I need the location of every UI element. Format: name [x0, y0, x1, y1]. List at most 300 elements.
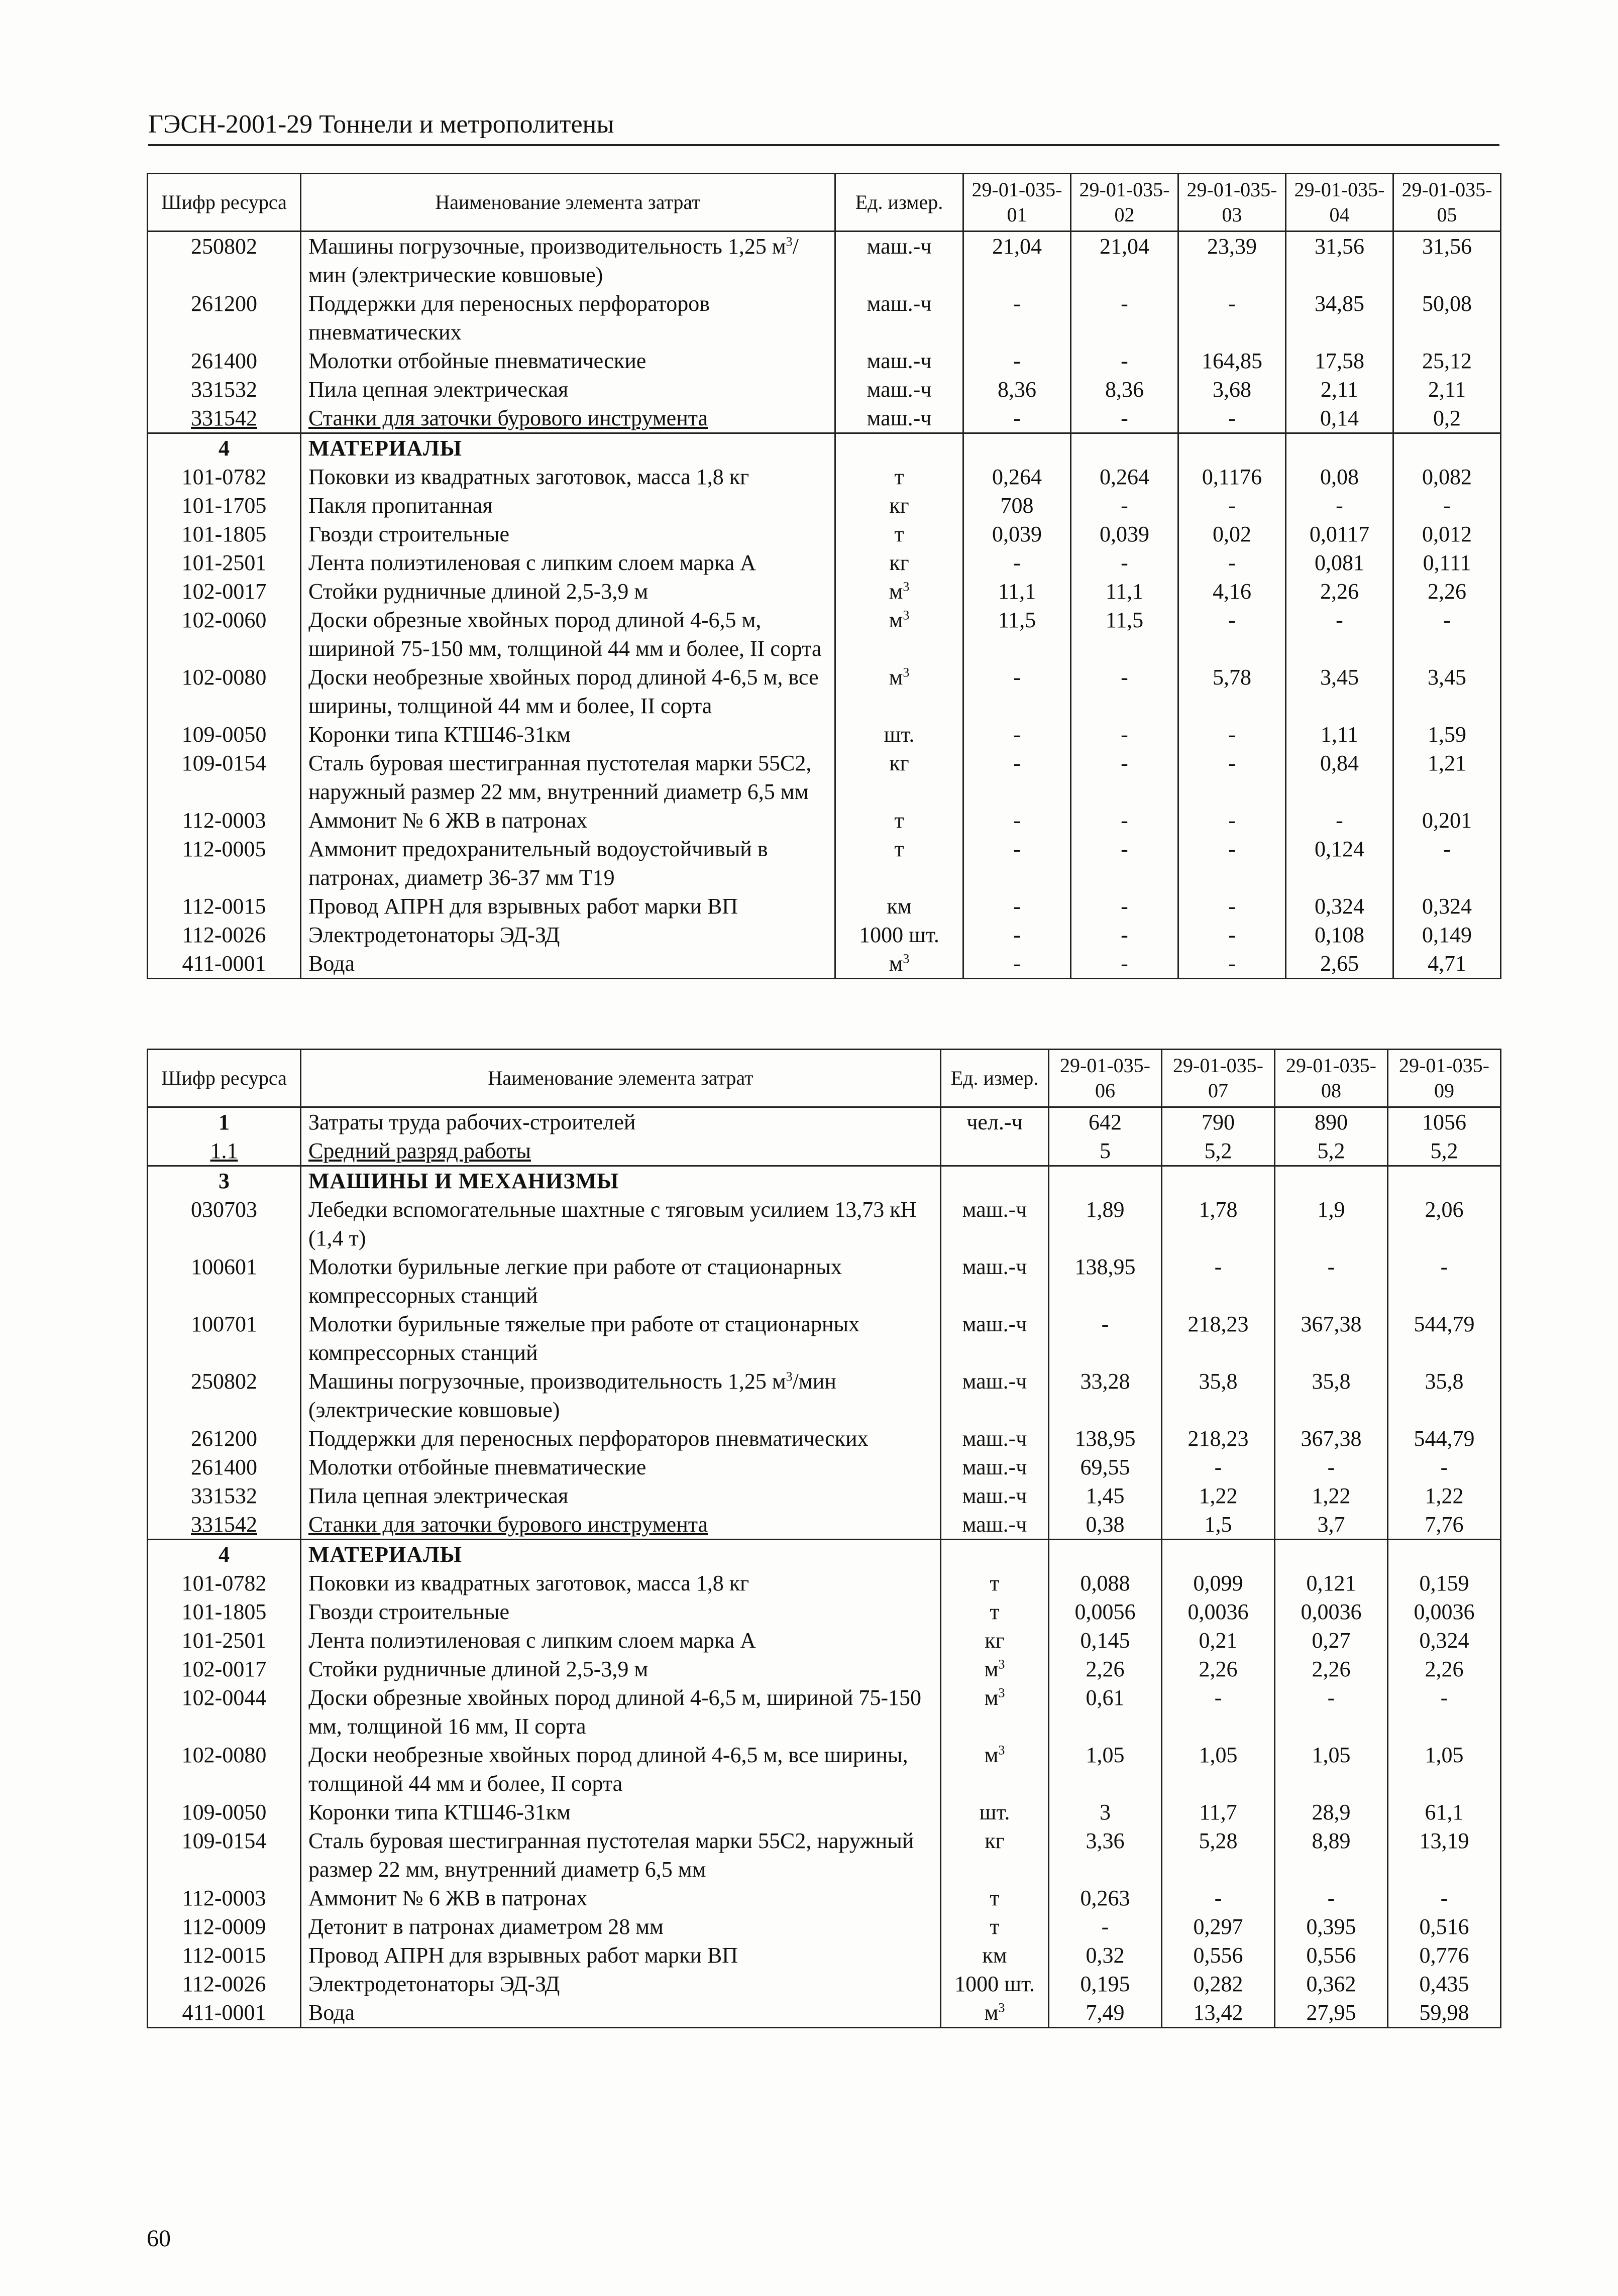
- resource-code: 101-0782: [148, 463, 301, 491]
- header-code: Шифр ресурса: [148, 174, 301, 232]
- value-cell: 61,1: [1388, 1798, 1501, 1826]
- value-cell: -: [1275, 1252, 1388, 1310]
- value-cell: -: [1286, 606, 1393, 663]
- table-row: [148, 1107, 1501, 1137]
- resource-code: 112-0009: [148, 1912, 301, 1941]
- header-column-code: 29-01-035-08: [1275, 1050, 1388, 1107]
- table-row: [148, 1453, 1501, 1481]
- value-cell: 0,099: [1162, 1569, 1275, 1597]
- value-cell: -: [963, 548, 1071, 577]
- value-cell: 11,5: [1071, 606, 1178, 663]
- unit-cell: маш.-ч: [941, 1367, 1049, 1424]
- value-cell: 0,108: [1286, 921, 1393, 949]
- resource-code: 112-0026: [148, 1970, 301, 1998]
- value-cell: -: [1071, 921, 1178, 949]
- header-name: Наименование элемента затрат: [301, 1050, 941, 1107]
- value-cell: [1388, 1166, 1501, 1196]
- value-cell: -: [1178, 892, 1286, 921]
- value-cell: 1,22: [1162, 1481, 1275, 1510]
- value-cell: 2,26: [1162, 1655, 1275, 1683]
- table-row: [148, 375, 1501, 404]
- value-cell: 11,1: [1071, 577, 1178, 606]
- value-cell: -: [1178, 548, 1286, 577]
- value-cell: 31,56: [1393, 232, 1501, 290]
- unit-cell: т: [835, 835, 963, 892]
- table-row: [148, 1912, 1501, 1941]
- header-column-code: 29-01-035-04: [1286, 174, 1393, 232]
- value-cell: -: [963, 720, 1071, 749]
- value-cell: 0,27: [1275, 1626, 1388, 1655]
- value-cell: -: [1178, 289, 1286, 347]
- value-cell: 0,556: [1275, 1941, 1388, 1970]
- value-cell: 3,7: [1275, 1510, 1388, 1540]
- value-cell: 4,16: [1178, 577, 1286, 606]
- section-row: [148, 1540, 1501, 1569]
- resource-name: Лента полиэтиленовая с липким слоем марка А: [301, 548, 835, 577]
- header-unit: Ед. измер.: [835, 174, 963, 232]
- value-cell: 138,95: [1049, 1252, 1162, 1310]
- resource-name: Пила цепная электрическая: [301, 375, 835, 404]
- value-cell: 0,362: [1275, 1970, 1388, 1998]
- value-cell: -: [1178, 806, 1286, 835]
- unit-cell: $м^3$: [835, 577, 963, 606]
- table-header-row: [148, 1050, 1501, 1107]
- value-cell: [963, 433, 1071, 463]
- resource-name: Аммонит № 6 ЖВ в патронах: [301, 806, 835, 835]
- table-row: [148, 232, 1501, 290]
- table-row: [148, 1826, 1501, 1884]
- value-cell: 0,264: [963, 463, 1071, 491]
- resource-code: 112-0015: [148, 892, 301, 921]
- value-cell: 1,89: [1049, 1195, 1162, 1252]
- value-cell: 5,78: [1178, 663, 1286, 720]
- resource-name: Стойки рудничные длиной 2,5-3,9 м: [301, 1655, 941, 1683]
- value-cell: 2,65: [1286, 949, 1393, 979]
- value-cell: 0,0036: [1275, 1597, 1388, 1626]
- resource-name: Поковки из квадратных заготовок, масса 1,8 кг: [301, 463, 835, 491]
- value-cell: 218,23: [1162, 1424, 1275, 1453]
- table-row: [148, 1998, 1501, 2028]
- resource-name: Аммонит предохранительный водоустойчивый в патронах, диаметр 36-37 мм Т19: [301, 835, 835, 892]
- value-cell: 3,45: [1286, 663, 1393, 720]
- value-cell: 0,435: [1388, 1970, 1501, 1998]
- value-cell: 2,26: [1049, 1655, 1162, 1683]
- unit-cell: т: [835, 463, 963, 491]
- resource-name: Поддержки для переносных перфораторов пневматических: [301, 289, 835, 347]
- value-cell: -: [1178, 921, 1286, 949]
- value-cell: 7,76: [1388, 1510, 1501, 1540]
- value-cell: -: [1162, 1884, 1275, 1912]
- unit-cell: $м^3$: [941, 1655, 1049, 1683]
- value-cell: 2,26: [1286, 577, 1393, 606]
- value-cell: 3,68: [1178, 375, 1286, 404]
- value-cell: 28,9: [1275, 1798, 1388, 1826]
- value-cell: -: [963, 949, 1071, 979]
- value-cell: -: [1162, 1453, 1275, 1481]
- value-cell: 0,121: [1275, 1569, 1388, 1597]
- resource-name: МАТЕРИАЛЫ: [301, 1540, 941, 1569]
- resource-code: 102-0017: [148, 577, 301, 606]
- value-cell: 544,79: [1388, 1424, 1501, 1453]
- value-cell: 0,1176: [1178, 463, 1286, 491]
- value-cell: 0,2: [1393, 404, 1501, 433]
- value-cell: -: [1162, 1683, 1275, 1741]
- value-cell: 0,282: [1162, 1970, 1275, 1998]
- page-header: ГЭСН-2001-29 Тоннели и метрополитены: [148, 109, 1499, 146]
- value-cell: 0,088: [1049, 1569, 1162, 1597]
- unit-cell: маш.-ч: [835, 375, 963, 404]
- value-cell: 2,26: [1275, 1655, 1388, 1683]
- resource-name: Стойки рудничные длиной 2,5-3,9 м: [301, 577, 835, 606]
- resource-table-1: [147, 173, 1501, 979]
- table-row: [148, 1481, 1501, 1510]
- value-cell: 0,124: [1286, 835, 1393, 892]
- value-cell: 0,08: [1286, 463, 1393, 491]
- resource-name: Поддержки для переносных перфораторов пневматических: [301, 1424, 941, 1453]
- value-cell: 5,2: [1162, 1136, 1275, 1166]
- resource-code: 102-0017: [148, 1655, 301, 1683]
- unit-cell: т: [941, 1597, 1049, 1626]
- resource-name: Детонит в патронах диаметром 28 мм: [301, 1912, 941, 1941]
- resource-name: Машины погрузочные, производительность 1,25 $м^3$/мин (электрические ковшовые): [301, 1367, 941, 1424]
- header-name: Наименование элемента затрат: [301, 174, 835, 232]
- value-cell: -: [1049, 1912, 1162, 1941]
- value-cell: 3: [1049, 1798, 1162, 1826]
- value-cell: 890: [1275, 1107, 1388, 1137]
- unit-cell: 1000 шт.: [941, 1970, 1049, 1998]
- resource-name: Затраты труда рабочих-строителей: [301, 1107, 941, 1137]
- table-row: [148, 1626, 1501, 1655]
- table-row: [148, 404, 1501, 433]
- unit-cell: км: [941, 1941, 1049, 1970]
- resource-code: 101-1705: [148, 491, 301, 520]
- value-cell: 544,79: [1388, 1310, 1501, 1367]
- unit-cell: маш.-ч: [941, 1195, 1049, 1252]
- resource-code: 109-0154: [148, 749, 301, 806]
- value-cell: 0,21: [1162, 1626, 1275, 1655]
- unit-cell: шт.: [835, 720, 963, 749]
- table-row: [148, 463, 1501, 491]
- value-cell: 3,36: [1049, 1826, 1162, 1884]
- value-cell: 13,42: [1162, 1998, 1275, 2028]
- table-row: [148, 1569, 1501, 1597]
- value-cell: [1049, 1540, 1162, 1569]
- value-cell: [1388, 1540, 1501, 1569]
- resource-name: Коронки типа КТШ46-31км: [301, 720, 835, 749]
- value-cell: -: [1071, 491, 1178, 520]
- resource-name: Провод АПРН для взрывных работ марки ВП: [301, 892, 835, 921]
- unit-cell: т: [941, 1884, 1049, 1912]
- resource-code: 331542: [148, 404, 301, 433]
- unit-cell: км: [835, 892, 963, 921]
- value-cell: 0,516: [1388, 1912, 1501, 1941]
- table-row: [148, 1597, 1501, 1626]
- value-cell: 0,324: [1388, 1626, 1501, 1655]
- unit-cell: [835, 433, 963, 463]
- unit-cell: [941, 1166, 1049, 1196]
- value-cell: 8,36: [963, 375, 1071, 404]
- value-cell: 8,89: [1275, 1826, 1388, 1884]
- unit-cell: маш.-ч: [941, 1424, 1049, 1453]
- resource-code: 331532: [148, 375, 301, 404]
- value-cell: [1162, 1540, 1275, 1569]
- table-row: [148, 520, 1501, 548]
- value-cell: -: [1388, 1683, 1501, 1741]
- table-row: [148, 1424, 1501, 1453]
- unit-cell: $м^3$: [941, 1741, 1049, 1798]
- value-cell: [1071, 433, 1178, 463]
- resource-name: МАШИНЫ И МЕХАНИЗМЫ: [301, 1166, 941, 1196]
- resource-name: Молотки отбойные пневматические: [301, 1453, 941, 1481]
- value-cell: -: [1178, 749, 1286, 806]
- table-row: [148, 1510, 1501, 1540]
- resource-code: 101-0782: [148, 1569, 301, 1597]
- value-cell: 0,776: [1388, 1941, 1501, 1970]
- unit-cell: маш.-ч: [941, 1310, 1049, 1367]
- resource-code: 102-0080: [148, 1741, 301, 1798]
- value-cell: -: [1275, 1453, 1388, 1481]
- resource-code: 250802: [148, 232, 301, 290]
- resource-code: 101-2501: [148, 1626, 301, 1655]
- value-cell: -: [1393, 835, 1501, 892]
- table-row: [148, 835, 1501, 892]
- unit-cell: т: [941, 1569, 1049, 1597]
- resource-name: Сталь буровая шестигранная пустотелая марки 55С2, наружный размер 22 мм, внутренний диаметр 6,5 мм: [301, 1826, 941, 1884]
- value-cell: 5,2: [1388, 1136, 1501, 1166]
- unit-cell: $м^3$: [835, 949, 963, 979]
- value-cell: 0,84: [1286, 749, 1393, 806]
- value-cell: 1,05: [1049, 1741, 1162, 1798]
- value-cell: 2,26: [1388, 1655, 1501, 1683]
- resource-name: Поковки из квадратных заготовок, масса 1,8 кг: [301, 1569, 941, 1597]
- value-cell: 35,8: [1162, 1367, 1275, 1424]
- value-cell: 0,0036: [1388, 1597, 1501, 1626]
- value-cell: 25,12: [1393, 347, 1501, 375]
- resource-code: 101-1805: [148, 520, 301, 548]
- value-cell: 21,04: [1071, 232, 1178, 290]
- resource-code: 109-0050: [148, 720, 301, 749]
- unit-cell: т: [835, 520, 963, 548]
- value-cell: 31,56: [1286, 232, 1393, 290]
- resource-code: 411-0001: [148, 949, 301, 979]
- resource-code: 4: [148, 433, 301, 463]
- table-row: [148, 1195, 1501, 1252]
- table-row: [148, 1252, 1501, 1310]
- value-cell: 5,28: [1162, 1826, 1275, 1884]
- resource-code: 331532: [148, 1481, 301, 1510]
- value-cell: 1,05: [1162, 1741, 1275, 1798]
- value-cell: 0,395: [1275, 1912, 1388, 1941]
- table-row: [148, 1136, 1501, 1166]
- resource-name: Молотки отбойные пневматические: [301, 347, 835, 375]
- table-row: [148, 289, 1501, 347]
- unit-cell: шт.: [941, 1798, 1049, 1826]
- value-cell: -: [963, 921, 1071, 949]
- value-cell: 0,039: [963, 520, 1071, 548]
- table-row: [148, 577, 1501, 606]
- value-cell: 2,26: [1393, 577, 1501, 606]
- value-cell: 27,95: [1275, 1998, 1388, 2028]
- value-cell: 1,59: [1393, 720, 1501, 749]
- value-cell: 2,11: [1393, 375, 1501, 404]
- value-cell: 11,7: [1162, 1798, 1275, 1826]
- value-cell: -: [1071, 892, 1178, 921]
- value-cell: 164,85: [1178, 347, 1286, 375]
- unit-cell: кг: [835, 491, 963, 520]
- resource-name: Пила цепная электрическая: [301, 1481, 941, 1510]
- resource-code: 261200: [148, 289, 301, 347]
- value-cell: -: [1178, 949, 1286, 979]
- resource-code: 030703: [148, 1195, 301, 1252]
- resource-name: Вода: [301, 949, 835, 979]
- resource-name: Доски необрезные хвойных пород длиной 4-6,5 м, все ширины, толщиной 44 мм и более, II сорта: [301, 663, 835, 720]
- table-row: [148, 1884, 1501, 1912]
- value-cell: -: [1071, 749, 1178, 806]
- value-cell: 13,19: [1388, 1826, 1501, 1884]
- resource-name: Коронки типа КТШ46-31км: [301, 1798, 941, 1826]
- value-cell: 0,264: [1071, 463, 1178, 491]
- value-cell: 1,22: [1388, 1481, 1501, 1510]
- value-cell: 790: [1162, 1107, 1275, 1137]
- value-cell: 1,11: [1286, 720, 1393, 749]
- value-cell: 0,039: [1071, 520, 1178, 548]
- unit-cell: маш.-ч: [835, 347, 963, 375]
- value-cell: -: [963, 347, 1071, 375]
- value-cell: 0,159: [1388, 1569, 1501, 1597]
- header-code: Шифр ресурса: [148, 1050, 301, 1107]
- value-cell: [1049, 1166, 1162, 1196]
- table-row: [148, 347, 1501, 375]
- value-cell: -: [1178, 606, 1286, 663]
- value-cell: 1,05: [1275, 1741, 1388, 1798]
- unit-cell: маш.-ч: [835, 289, 963, 347]
- value-cell: 11,5: [963, 606, 1071, 663]
- value-cell: -: [963, 892, 1071, 921]
- resource-code: 101-2501: [148, 548, 301, 577]
- value-cell: [1178, 433, 1286, 463]
- value-cell: -: [1275, 1884, 1388, 1912]
- value-cell: -: [1393, 491, 1501, 520]
- resource-name: МАТЕРИАЛЫ: [301, 433, 835, 463]
- value-cell: 2,06: [1388, 1195, 1501, 1252]
- value-cell: 1,21: [1393, 749, 1501, 806]
- unit-cell: маш.-ч: [941, 1453, 1049, 1481]
- value-cell: 0,297: [1162, 1912, 1275, 1941]
- resource-code: 101-1805: [148, 1597, 301, 1626]
- value-cell: 11,1: [963, 577, 1071, 606]
- value-cell: 708: [963, 491, 1071, 520]
- value-cell: 367,38: [1275, 1424, 1388, 1453]
- value-cell: 0,0036: [1162, 1597, 1275, 1626]
- table-row: [148, 663, 1501, 720]
- unit-cell: $м^3$: [941, 1998, 1049, 2028]
- unit-cell: маш.-ч: [835, 404, 963, 433]
- value-cell: -: [1286, 806, 1393, 835]
- unit-cell: кг: [835, 749, 963, 806]
- value-cell: 0,324: [1286, 892, 1393, 921]
- value-cell: -: [1178, 404, 1286, 433]
- unit-cell: т: [941, 1912, 1049, 1941]
- unit-cell: 1000 шт.: [835, 921, 963, 949]
- value-cell: -: [1286, 491, 1393, 520]
- resource-name: Гвозди строительные: [301, 520, 835, 548]
- table-row: [148, 1741, 1501, 1798]
- value-cell: 1,45: [1049, 1481, 1162, 1510]
- value-cell: 0,38: [1049, 1510, 1162, 1540]
- value-cell: -: [963, 749, 1071, 806]
- resource-name: Аммонит № 6 ЖВ в патронах: [301, 1884, 941, 1912]
- value-cell: 7,49: [1049, 1998, 1162, 2028]
- table-row: [148, 1655, 1501, 1683]
- resource-name: Доски необрезные хвойных пород длиной 4-6,5 м, все ширины, толщиной 44 мм и более, II сорта: [301, 1741, 941, 1798]
- value-cell: 23,39: [1178, 232, 1286, 290]
- value-cell: 5: [1049, 1136, 1162, 1166]
- resource-code: 100701: [148, 1310, 301, 1367]
- value-cell: -: [1071, 347, 1178, 375]
- value-cell: [1275, 1166, 1388, 1196]
- resource-code: 261400: [148, 1453, 301, 1481]
- resource-code: 112-0026: [148, 921, 301, 949]
- value-cell: -: [1049, 1310, 1162, 1367]
- resource-name: Лебедки вспомогательные шахтные с тяговым усилием 13,73 кН (1,4 т): [301, 1195, 941, 1252]
- unit-cell: $м^3$: [941, 1683, 1049, 1741]
- resource-name: Гвозди строительные: [301, 1597, 941, 1626]
- value-cell: -: [1178, 835, 1286, 892]
- resource-name: Лента полиэтиленовая с липким слоем марка А: [301, 1626, 941, 1655]
- unit-cell: кг: [835, 548, 963, 577]
- resource-code: 100601: [148, 1252, 301, 1310]
- unit-cell: т: [835, 806, 963, 835]
- resource-code: 109-0154: [148, 1826, 301, 1884]
- value-cell: 5,2: [1275, 1136, 1388, 1166]
- value-cell: -: [1388, 1453, 1501, 1481]
- value-cell: 0,201: [1393, 806, 1501, 835]
- resource-name: Электродетонаторы ЭД-ЗД: [301, 921, 835, 949]
- value-cell: 0,145: [1049, 1626, 1162, 1655]
- value-cell: 1056: [1388, 1107, 1501, 1137]
- value-cell: 218,23: [1162, 1310, 1275, 1367]
- value-cell: 138,95: [1049, 1424, 1162, 1453]
- unit-cell: $м^3$: [835, 663, 963, 720]
- resource-name: Сталь буровая шестигранная пустотелая марки 55С2, наружный размер 22 мм, внутренний диаметр 6,5 мм: [301, 749, 835, 806]
- value-cell: [1286, 433, 1393, 463]
- resource-code: 4: [148, 1540, 301, 1569]
- header-column-code: 29-01-035-03: [1178, 174, 1286, 232]
- value-cell: 0,195: [1049, 1970, 1162, 1998]
- value-cell: 8,36: [1071, 375, 1178, 404]
- resource-name: Молотки бурильные тяжелые при работе от стационарных компрессорных станций: [301, 1310, 941, 1367]
- value-cell: 0,14: [1286, 404, 1393, 433]
- resource-name: Доски обрезные хвойных пород длиной 4-6,5 м, шириной 75-150 мм, толщиной 44 мм и более, II сорта: [301, 606, 835, 663]
- header-unit: Ед. измер.: [941, 1050, 1049, 1107]
- value-cell: -: [1162, 1252, 1275, 1310]
- unit-cell: $м^3$: [835, 606, 963, 663]
- value-cell: 0,012: [1393, 520, 1501, 548]
- value-cell: 0,324: [1393, 892, 1501, 921]
- resource-code: 331542: [148, 1510, 301, 1540]
- resource-code: 250802: [148, 1367, 301, 1424]
- value-cell: -: [1071, 548, 1178, 577]
- resource-name: Станки для заточки бурового инструмента: [301, 404, 835, 433]
- value-cell: -: [1071, 404, 1178, 433]
- table-row: [148, 606, 1501, 663]
- header-column-code: 29-01-035-05: [1393, 174, 1501, 232]
- value-cell: -: [1071, 949, 1178, 979]
- table-row: [148, 548, 1501, 577]
- table-row: [148, 1970, 1501, 1998]
- header-column-code: 29-01-035-07: [1162, 1050, 1275, 1107]
- value-cell: 17,58: [1286, 347, 1393, 375]
